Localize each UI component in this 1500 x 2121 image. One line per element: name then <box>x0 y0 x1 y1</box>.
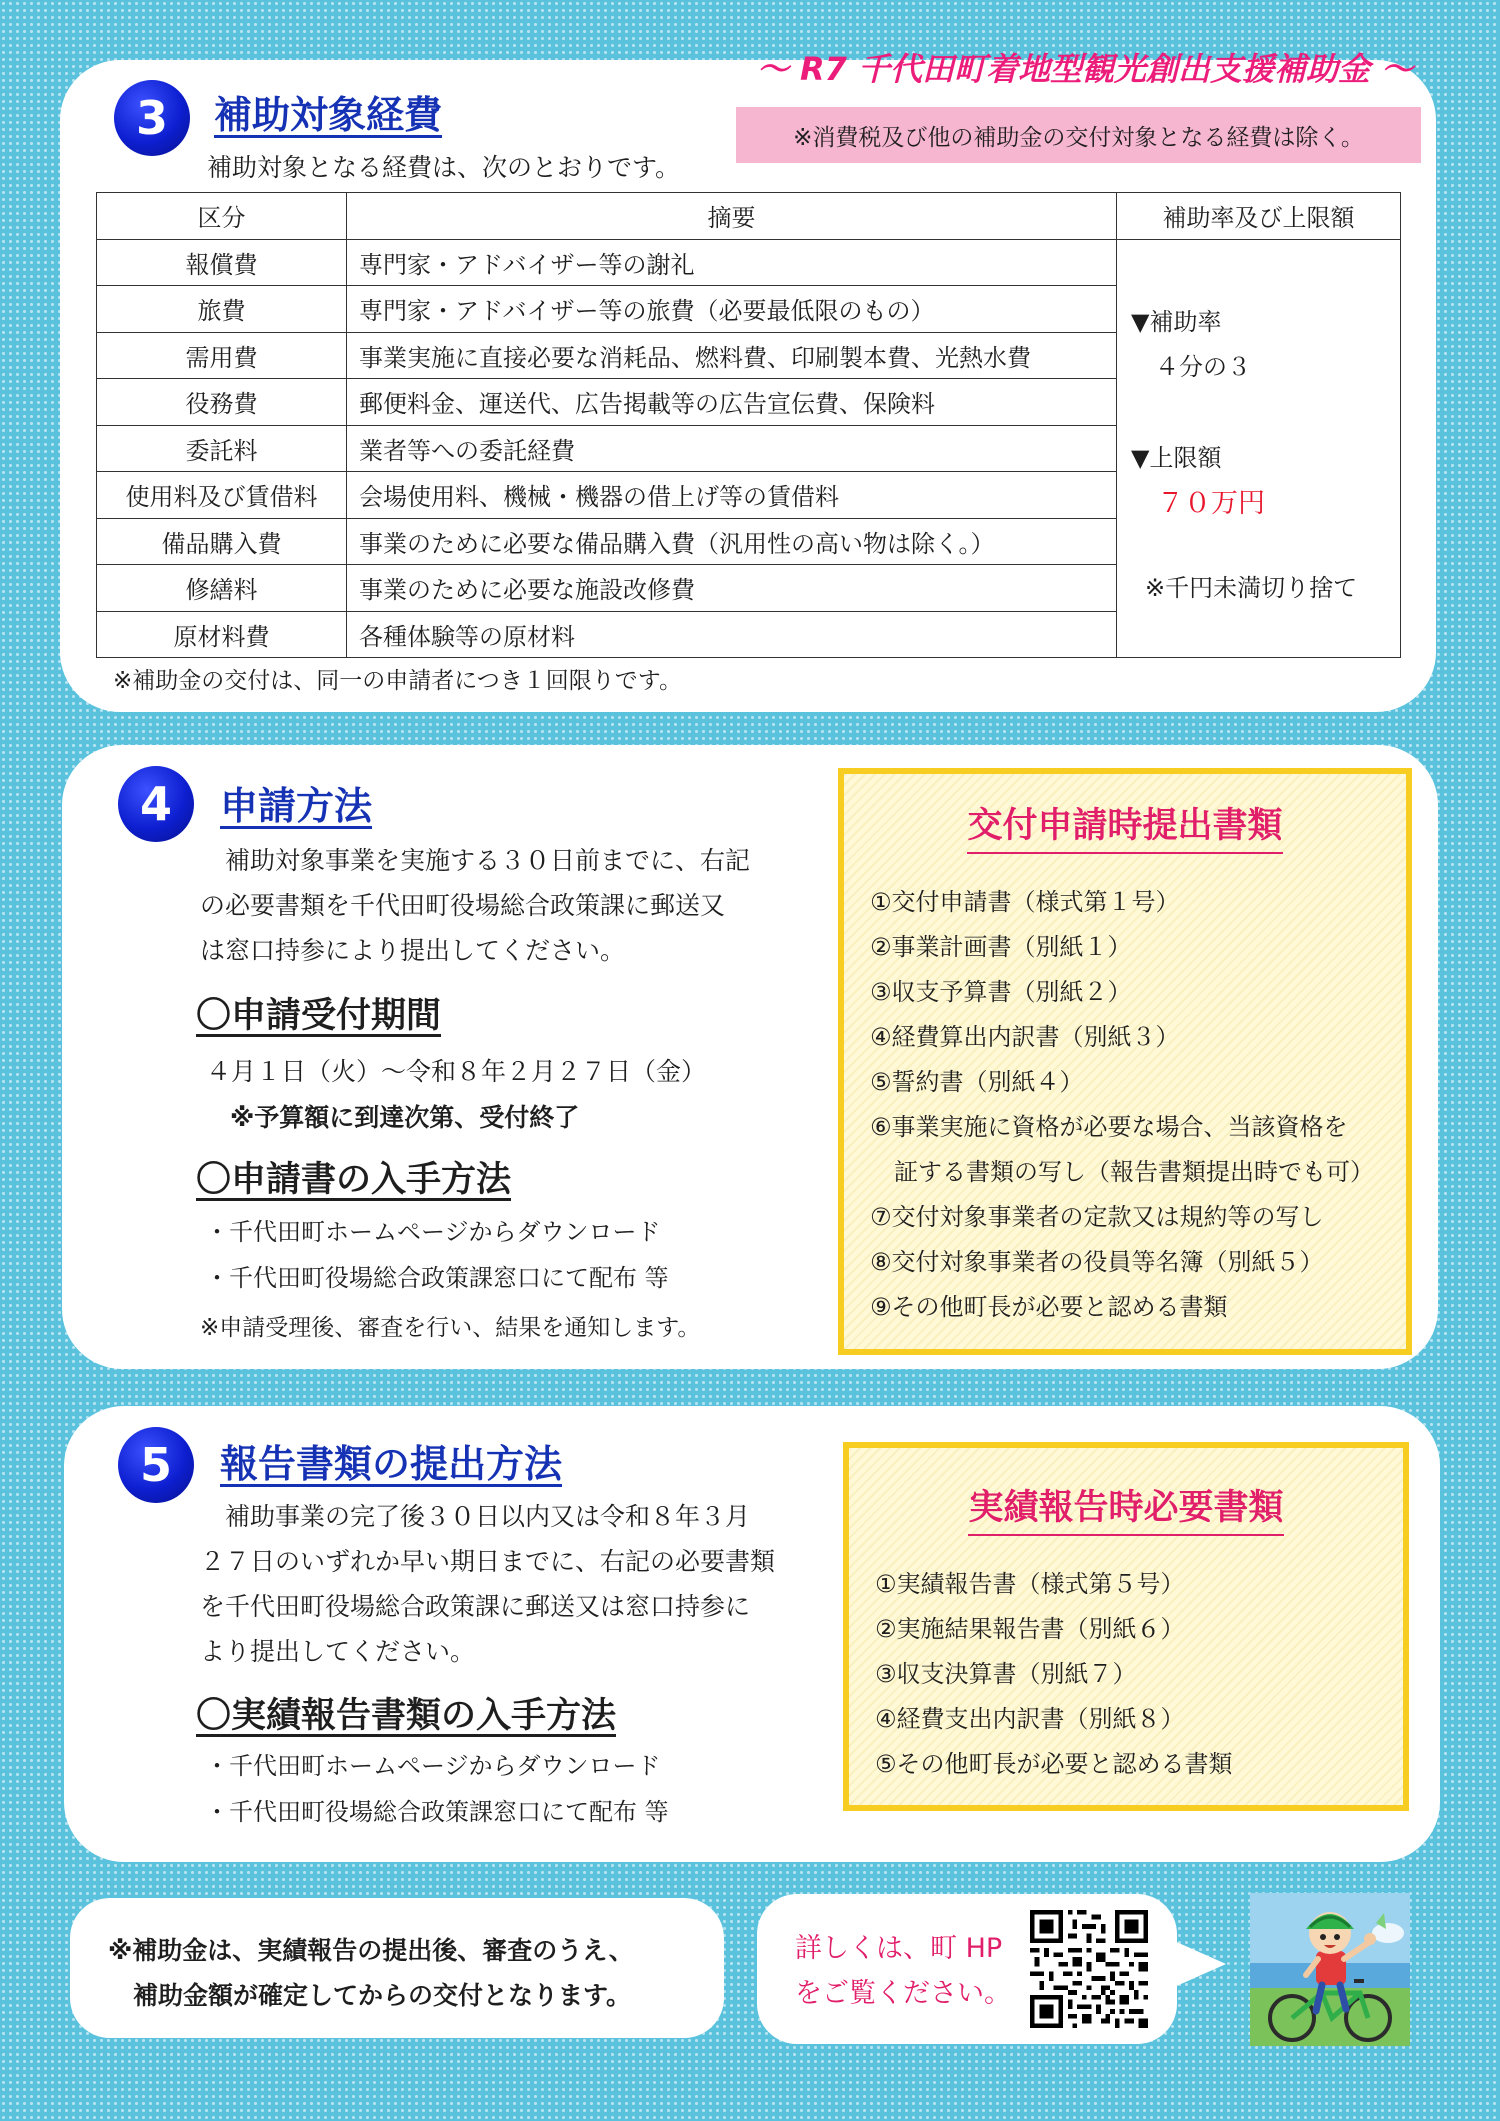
section4-body-line: は窓口持参により提出してください。 <box>200 936 626 965</box>
rounding-note: ※千円未満切り捨て <box>1145 573 1358 602</box>
report-doc-item: ④経費支出内訳書（別紙８） <box>875 1705 1185 1733</box>
form-obtain-item: ・千代田町ホームページからダウンロード <box>205 1218 661 1246</box>
section4-title: 申請方法 <box>220 784 373 828</box>
qr-code-icon[interactable] <box>1030 1910 1148 2028</box>
application-period: ４月１日（火）～令和８年２月２７日（金） <box>206 1057 707 1086</box>
payment-note-line: 補助金額が確定してからの交付となります。 <box>133 1981 632 2010</box>
hp-info-line: 詳しくは、町 HP <box>795 1933 1003 1964</box>
application-doc-item: 証する書類の写し（報告書類提出時でも可） <box>870 1158 1374 1186</box>
row-description: 業者等への委託経費 <box>347 425 1117 472</box>
section5-title: 報告書類の提出方法 <box>220 1442 563 1486</box>
section4-number-badge: 4 <box>118 766 194 842</box>
application-period-heading: 〇申請受付期間 <box>196 996 442 1036</box>
report-obtain-heading: 〇実績報告書類の入手方法 <box>196 1696 617 1736</box>
section5-body-line: を千代田町役場総合政策課に郵送又は窓口持参に <box>200 1592 751 1621</box>
application-doc-item: ②事業計画書（別紙１） <box>870 933 1132 961</box>
report-doc-item: ⑤その他町長が必要と認める書類 <box>875 1750 1233 1778</box>
row-description: 各種体験等の原材料 <box>347 611 1117 658</box>
row-category: 旅費 <box>97 286 347 333</box>
row-category: 委託料 <box>97 425 347 472</box>
application-doc-item: ⑦交付対象事業者の定款又は規約等の写し <box>870 1203 1324 1231</box>
header-rate: 補助率及び上限額 <box>1117 193 1401 240</box>
cyclist-mascot-icon <box>1250 1893 1410 2046</box>
row-category: 原材料費 <box>97 611 347 658</box>
expense-table <box>96 192 1401 658</box>
rate-label: ▼補助率 <box>1131 307 1222 336</box>
hp-info-line: をご覧ください。 <box>795 1978 1011 2009</box>
cap-value: ７０万円 <box>1157 487 1265 519</box>
section4-body-line: の必要書類を千代田町役場総合政策課に郵送又 <box>200 891 726 920</box>
section5-body-line: 補助事業の完了後３０日以内又は令和８年３月 <box>200 1502 751 1531</box>
row-description: 事業のために必要な施設改修費 <box>347 565 1117 612</box>
form-obtain-item: ・千代田町役場総合政策課窓口にて配布 等 <box>205 1264 669 1292</box>
application-docs-title: 交付申請時提出書類 <box>844 798 1406 848</box>
section5-number-badge: 5 <box>118 1427 194 1503</box>
table-row <box>97 239 1401 286</box>
row-category: 修繕料 <box>97 565 347 612</box>
result-note: ※申請受理後、審査を行い、結果を通知します。 <box>200 1315 701 1341</box>
header-category: 区分 <box>97 193 347 240</box>
row-description: 専門家・アドバイザー等の謝礼 <box>347 239 1117 286</box>
application-doc-item: ⑨その他町長が必要と認める書類 <box>870 1293 1228 1321</box>
row-description: 郵便料金、運送代、広告掲載等の広告宣伝費、保険料 <box>347 379 1117 426</box>
report-doc-item: ③収支決算書（別紙７） <box>875 1660 1137 1688</box>
row-category: 備品購入費 <box>97 518 347 565</box>
report-doc-item: ②実施結果報告書（別紙６） <box>875 1615 1185 1643</box>
row-description: 事業実施に直接必要な消耗品、燃料費、印刷製本費、光熱水費 <box>347 332 1117 379</box>
rate-cell <box>1117 239 1401 658</box>
section3-number-badge: 3 <box>114 80 190 156</box>
section3-footnote: ※補助金の交付は、同一の申請者につき１回限りです。 <box>113 668 682 694</box>
report-obtain-item: ・千代田町ホームページからダウンロード <box>205 1752 661 1780</box>
cap-label: ▼上限額 <box>1131 443 1222 472</box>
application-docs-box <box>838 768 1412 1355</box>
section4-body-line: 補助対象事業を実施する３０日前までに、右記 <box>200 846 751 875</box>
row-category: 需用費 <box>97 332 347 379</box>
section5-body-line: ２７日のいずれか早い期日までに、右記の必要書類 <box>200 1547 776 1576</box>
row-description: 専門家・アドバイザー等の旅費（必要最低限のもの） <box>347 286 1117 333</box>
section5-body-line: より提出してください。 <box>200 1637 476 1666</box>
row-category: 役務費 <box>97 379 347 426</box>
bubble-tail <box>1172 1940 1226 1988</box>
application-doc-item: ①交付申請書（様式第１号） <box>870 888 1180 916</box>
report-docs-title: 実績報告時必要書類 <box>849 1480 1403 1530</box>
report-obtain-item: ・千代田町役場総合政策課窓口にて配布 等 <box>205 1798 669 1826</box>
section3-title: 補助対象経費 <box>214 93 443 137</box>
application-doc-item: ⑤誓約書（別紙４） <box>870 1068 1084 1096</box>
application-period-note: ※予算額に到達次第、受付終了 <box>230 1103 580 1132</box>
form-obtain-heading: 〇申請書の入手方法 <box>196 1160 512 1200</box>
row-category: 使用料及び賃借料 <box>97 472 347 519</box>
application-doc-item: ⑥事業実施に資格が必要な場合、当該資格を <box>870 1113 1348 1141</box>
row-description: 会場使用料、機械・機器の借上げ等の賃借料 <box>347 472 1117 519</box>
row-description: 事業のために必要な備品購入費（汎用性の高い物は除く。） <box>347 518 1117 565</box>
rate-value: ４分の３ <box>1155 352 1251 381</box>
application-doc-item: ⑧交付対象事業者の役員等名簿（別紙５） <box>870 1248 1324 1276</box>
report-doc-item: ①実績報告書（様式第５号） <box>875 1570 1185 1598</box>
exclusion-note: ※消費税及び他の補助金の交付対象となる経費は除く。 <box>736 107 1421 163</box>
section3-intro: 補助対象となる経費は、次のとおりです。 <box>207 153 681 182</box>
program-banner: ～ R7 千代田町着地型観光創出支援補助金 ～ <box>756 50 1414 88</box>
application-doc-item: ④経費算出内訳書（別紙３） <box>870 1023 1180 1051</box>
payment-note-line: ※補助金は、実績報告の提出後、審査のうえ、 <box>108 1936 634 1965</box>
report-docs-box <box>843 1442 1409 1811</box>
application-doc-item: ③収支予算書（別紙２） <box>870 978 1132 1006</box>
row-category: 報償費 <box>97 239 347 286</box>
expense-table-header <box>97 193 1401 240</box>
header-description: 摘要 <box>347 193 1117 240</box>
